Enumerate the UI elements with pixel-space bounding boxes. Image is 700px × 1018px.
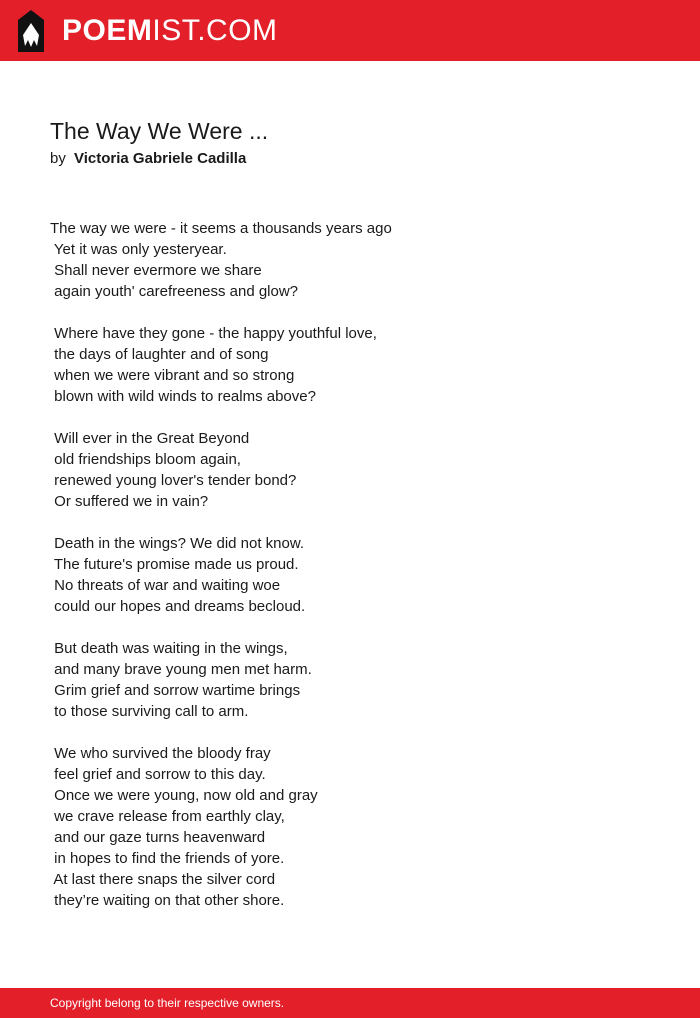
site-logo[interactable] — [18, 10, 278, 52]
poem-line: they’re waiting on that other shore. — [50, 892, 285, 909]
byline — [50, 148, 246, 170]
poem-line: renewed young lover's tender bond? — [50, 472, 297, 489]
stanza — [50, 323, 610, 407]
poem-line: again youth' carefreeness and glow? — [50, 283, 299, 300]
poem-line: in hopes to find the friends of yore. — [50, 850, 285, 867]
site-footer — [0, 988, 700, 1018]
poem-line: We who survived the bloody fray — [50, 745, 271, 762]
stanza — [50, 218, 610, 302]
poem-line: and many brave young men met harm. — [50, 661, 312, 678]
poem-title: The Way We Were ... — [50, 118, 269, 144]
stanza-gap — [50, 617, 610, 638]
poem-line: Yet it was only yesteryear. — [50, 241, 227, 258]
poem-line: The future's promise made us proud. — [50, 556, 299, 573]
poem-line: feel grief and sorrow to this day. — [50, 766, 266, 783]
poem-line: Or suffered we in vain? — [50, 493, 209, 510]
poem-line: But death was waiting in the wings, — [50, 640, 288, 657]
by-label: by — [50, 150, 66, 167]
poem-line: At last there snaps the silver cord — [50, 871, 276, 888]
poem-line: Death in the wings? We did not know. — [50, 535, 305, 552]
logo-wordmark — [62, 10, 278, 52]
poem-line: No threats of war and waiting woe — [50, 577, 281, 594]
stanza — [50, 428, 610, 512]
stanza — [50, 743, 610, 911]
logo-bold-text: POEM — [62, 14, 153, 47]
copyright-text: Copyright belong to their respective owners. — [50, 996, 285, 1010]
stanza — [50, 638, 610, 722]
logo-light-text: IST.COM — [152, 14, 278, 47]
poem-line: and our gaze turns heavenward — [50, 829, 266, 846]
poem-line: old friendships bloom again, — [50, 451, 241, 468]
poem-line: blown with wild winds to realms above? — [50, 388, 316, 405]
poem-line: Will ever in the Great Beyond — [50, 430, 250, 447]
poem-line: could our hopes and dreams becloud. — [50, 598, 306, 615]
stanza-gap — [50, 722, 610, 743]
poem-line: we crave release from earthly clay, — [50, 808, 285, 825]
author-name[interactable]: Victoria Gabriele Cadilla — [74, 150, 247, 167]
poem-body — [50, 218, 610, 911]
poem-line: to those surviving call to arm. — [50, 703, 249, 720]
stanza-gap — [50, 302, 610, 323]
stanza-gap — [50, 512, 610, 533]
poem-line: Where have they gone - the happy youthful love, — [50, 325, 377, 342]
poem-line: Grim grief and sorrow wartime brings — [50, 682, 301, 699]
site-header — [0, 0, 700, 61]
poem-line: the days of laughter and of song — [50, 346, 269, 363]
poem-line: Once we were young, now old and gray — [50, 787, 318, 804]
poem-line: The way we were - it seems a thousands years ago — [50, 220, 392, 237]
poem-line: Shall never evermore we share — [50, 262, 262, 279]
pencil-icon — [18, 10, 44, 52]
stanza — [50, 533, 610, 617]
stanza-gap — [50, 407, 610, 428]
poem-line: when we were vibrant and so strong — [50, 367, 295, 384]
